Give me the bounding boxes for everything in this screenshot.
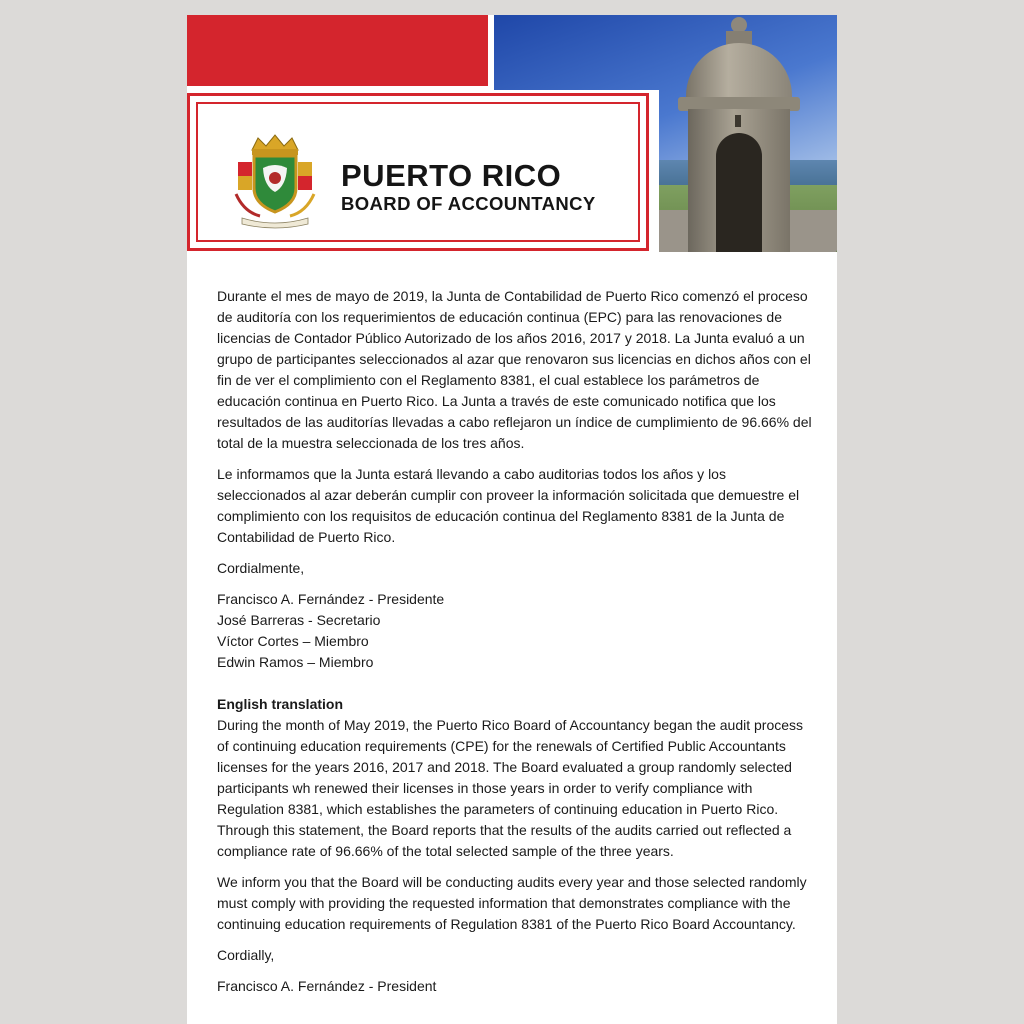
message-content [217,286,817,1018]
signer-name: Francisco A. Fernández - Presidente [217,591,445,607]
english-heading: English translation [217,696,344,712]
english-paragraph-2: We inform you that the Board will be conducting audits every year and those selected randomly must comply with providing the requested information that demonstrates compliance with the continuing education requirements of Regulation 8381 of the Puerto Rico Board Accountancy. [217,874,807,932]
english-paragraph-1: During the month of May 2019, the Puerto Rico Board of Accountancy began the audit process of continuing education requirements (CPE) for the renewals of Certified Public Accountants licenses for the years 2016, 2017 and 2018. The Board evaluated a group randomly selected participants wh renewed their licenses in those years in order to verify compliance with Regulation 8381, which establishes the parameters of continuing education in Puerto Rico. Through this statement, the Board reports that the results of the audits carried out reflected a compliance rate of 96.66% of the total selected sample of the three years. [217,717,804,859]
board-logo-outer-border [187,93,649,251]
signer-name: Edwin Ramos – Miembro [217,654,374,670]
board-logo-panel [187,90,659,252]
english-signers [217,976,817,997]
english-section [217,694,817,862]
signer-name: Francisco A. Fernández - President [217,978,437,994]
puerto-rico-seal-icon [230,132,320,232]
email-body [187,15,837,1024]
signer-name: José Barreras - Secretario [217,612,381,628]
signer-name: Víctor Cortes – Miembro [217,633,369,649]
spanish-closing: Cordialmente, [217,560,305,576]
board-logo-inner-border [196,102,640,242]
board-title: PUERTO RICO [341,158,562,193]
english-closing: Cordially, [217,947,275,963]
spanish-paragraph-2: Le informamos que la Junta estará llevando a cabo auditorias todos los años y los seleccionados al azar deberán cumplir con proveer la información solicitada que demuestre el complimiento con los requisitos de educación continua del Reglamento 8381 de la Junta de Contabilidad de Puerto Rico. [217,466,800,545]
spanish-signers [217,589,817,673]
garita-sentry-box [674,15,804,252]
red-accent-block [187,15,488,86]
board-subtitle: BOARD OF ACCOUNTANCY [341,193,596,214]
spanish-paragraph-1: Durante el mes de mayo de 2019, la Junta de Contabilidad de Puerto Rico comenzó el proceso de auditoría con los requerimientos de educación continua (EPC) para las renovaciones de licencias de Contador Público Autorizado de los años 2016, 2017 y 2018. La Junta evaluó a un grupo de participantes seleccionados al azar que renovaron sus licencias en dichos años con el fin de ver el complimiento con el Reglamento 8381, el cual establece los parámetros de educación continua en Puerto Rico. La Junta a través de este comunicado notifica que los resultados de las auditorías llevadas a cabo reflejaron un índice de cumplimiento de 96.66% del total de la muestra seleccionada de los tres años. [217,288,812,451]
header-banner [187,15,837,252]
